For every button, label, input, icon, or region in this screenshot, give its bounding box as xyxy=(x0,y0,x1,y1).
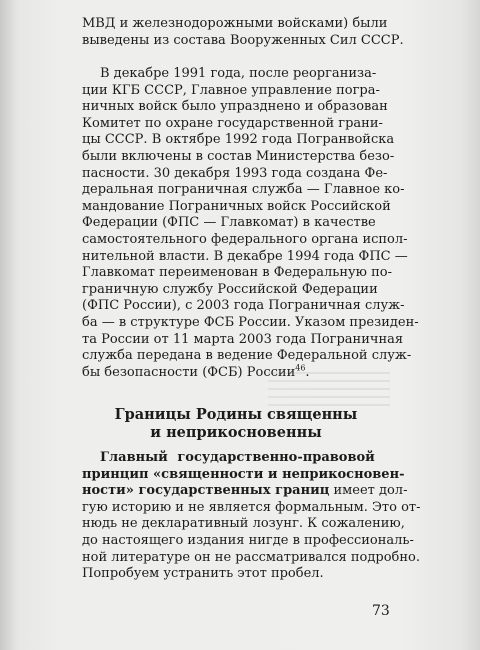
paragraph-2 xyxy=(82,66,419,381)
heading-line: и неприкосновенны xyxy=(150,424,322,441)
bold-text-line: Главный государственно-правовой xyxy=(100,450,375,465)
text-line: самостоятельного федерального органа испол- xyxy=(82,231,408,247)
text-line: ции КГБ СССР, Главное управление погра- xyxy=(82,82,380,98)
heading-line: Границы Родины священны xyxy=(114,406,358,423)
text-line: граничную службу Российской Федерации xyxy=(82,281,378,297)
text-line: пасности. 30 декабря 1993 года создана Фе- xyxy=(82,165,388,181)
text-fragment: . xyxy=(305,364,310,380)
text-line: Комитет по охране государственной грани- xyxy=(82,115,383,131)
text-line: до настоящего издания нигде в профессиональ- xyxy=(82,532,414,548)
text-line: ной литературе он не рассматривался подробно. xyxy=(82,549,420,565)
text-line-last xyxy=(82,365,390,382)
paragraph-1 xyxy=(82,16,404,49)
bold-text-line: принцип «священности и неприкосновен- xyxy=(82,466,405,482)
text-line: выведены из состава Вооруженных Сил СССР. xyxy=(82,32,404,48)
text-line: нительной власти. В декабре 1994 года ФПС — xyxy=(82,248,408,264)
text-fragment: бы безопасности (ФСБ) России xyxy=(82,364,296,380)
bold-fragment: ности» государственных границ xyxy=(82,483,330,499)
text-line: ничных войск было упразднено и образован xyxy=(82,99,388,115)
section-heading xyxy=(82,406,390,442)
text-line: мандование Пограничных войск Российской xyxy=(82,198,391,214)
text-line: Попробуем устранить этот пробел. xyxy=(82,566,324,582)
footnote-reference[interactable]: 46 xyxy=(295,363,306,373)
page-number: 73 xyxy=(372,603,390,619)
paragraph-3 xyxy=(82,450,421,583)
text-line: были включены в состав Министерства безо- xyxy=(82,148,395,164)
text-line xyxy=(82,483,408,500)
text-line: деральная пограничная служба — Главное ко- xyxy=(82,182,405,198)
text-line: В декабре 1991 года, после реорганиза- xyxy=(100,66,377,81)
text-line: нюдь не декларативный лозунг. К сожалению, xyxy=(82,516,405,532)
text-line: ба — в структуре ФСБ России. Указом президен- xyxy=(82,314,419,330)
text-line: та России от 11 марта 2003 года Пограничная xyxy=(82,331,404,347)
text-line: цы СССР. В октябре 1992 года Погранвойска xyxy=(82,132,395,148)
text-line: МВД и железнодорожными войсками) были xyxy=(82,16,388,31)
text-line: гую историю и не является формальным. Это от- xyxy=(82,499,421,515)
text-line: служба передана в ведение Федеральной служ- xyxy=(82,348,412,364)
text-line: Федерации (ФПС — Главкомат) в качестве xyxy=(82,215,376,231)
text-line: (ФПС России), с 2003 года Пограничная служ- xyxy=(82,298,405,314)
text-fragment: имеет дол- xyxy=(329,483,408,499)
text-line: Главкомат переименован в Федеральную по- xyxy=(82,265,392,281)
